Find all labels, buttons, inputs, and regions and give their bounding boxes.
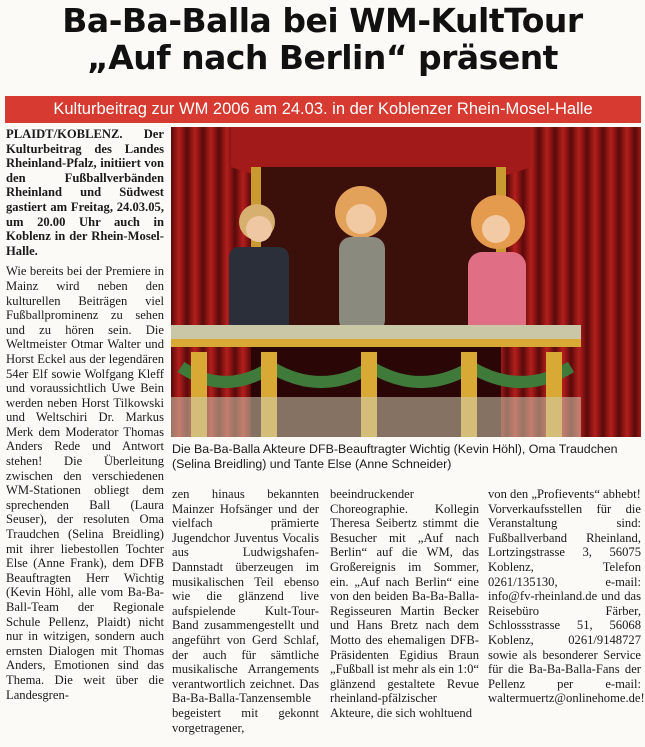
body-paragraph-4b: Vorverkaufsstellen für die Veranstaltung sind: Fußballverband Rheinland, Lortzingstrasse 3, 56075 Koblenz, Telefon 0261/135130, e-mail: info@fv-rheinland.de und das Reisebüro Färber, Schlossstrasse 51, 56068 Koblenz, 0261/9148727 sowie als besonderer Service für die Ba-Ba-Balla-Fans der Pellenz per e-mail: waltermuertz@onlinehome.de! [488, 501, 645, 706]
column-d [488, 487, 645, 706]
headline-line-1: Ba-Ba-Balla bei WM-KultTour [62, 1, 583, 40]
photo-caption: Die Ba-Ba-Balla Akteure DFB-Beauftragter Wichtig (Kevin Höhl), Oma Traudchen (Selina Breidling) und Tante Else (Anne Schneider) [172, 442, 618, 471]
body-paragraph-1: Wie bereits bei der Premiere in Mainz wird neben den kulturellen Beiträgen viel Fußballprominenz zu sehen und zu hören sein. Die Weltmeister Otmar Walter und Horst Eckel aus der legendären 54er Elf sowie Wolfgang Kleff und voraussichtlich Uwe Bein werden neben Horst Tilkowski und Weltschiri Dr. Markus Merk dem Moderator Thomas Anders Rede und Antwort stehen! Die Überleitung zwischen den verschiedenen WM-Stationen obliegt dem sprechenden Ball (Laura Seuser), der resoluten Oma Traudchen (Selina Breidling) mit ihrer liebestollen Tochter Else (Anne Frank), dem DFB Beauftragten Herr Wichtig (Kevin Höhl, alle vom Ba-Ba-Ball-Team der Regionale Schule Pellenz, Plaidt) nicht nur in witzigen, sondern auch ernsten Dialogen mit Thomas Anders, Emotionen sind das Thema. Die weit über die Landesgren- [6, 264, 164, 702]
lead-paragraph: PLAIDT/KOBLENZ. Der Kulturbeitrag des Landes Rheinland-Pfalz, initiiert von den Fußballverbänden Rheinland und Südwest gastiert am Freitag, 24.03.05, um 20.00 Uhr auch in Koblenz in der Rhein-Mosel-Halle. [6, 127, 164, 258]
body-paragraph-4a: von den „Profievents“ abhebt! [488, 487, 641, 501]
stage-photo [171, 127, 641, 437]
headline [0, 2, 645, 76]
column-b [172, 487, 319, 735]
stage-photo-illustration [171, 127, 641, 437]
body-paragraph-3: beeindruckender Choreographie. Kollegin Theresa Seibertz stimmt die Besucher mit „Auf nach Berlin“ auf die WM, das Großereignis im Sommer, ein. „Auf nach Berlin“ eine von den beiden Ba-Ba-Balla-Regisseuren Martin Becker und Hans Bretz nach dem Motto des ehemaligen DFB-Präsidenten Egidius Braun „Fußball ist mehr als ein 1:0“ glänzend gestaltete Revue rheinland-pfälzischer Akteure, die sich wohltuend [330, 487, 479, 720]
column-c [330, 487, 479, 721]
body-paragraph-2: zen hinaus bekannten Mainzer Hofsänger und der vielfach prämierte Jugendchor Juventus Vocalis aus Ludwigshafen-Dannstadt überzeugen im musikalischen Teil ebenso wie die glänzend live aufspielende Kult-Tour-Band zusammengestellt und angeführt von Gerd Schlaf, der auch für sämtliche musikalische Arrangements verantwortlich zeichnet. Das Ba-Ba-Balla-Tanzensemble begeistert mit gekonnt vorgetragener, [172, 487, 319, 735]
headline-line-2: „Auf nach Berlin“ präsent [87, 38, 558, 77]
column-left [6, 127, 164, 702]
kicker-banner: Kulturbeitrag zur WM 2006 am 24.03. in der Koblenzer Rhein-Mosel-Halle [5, 96, 641, 123]
